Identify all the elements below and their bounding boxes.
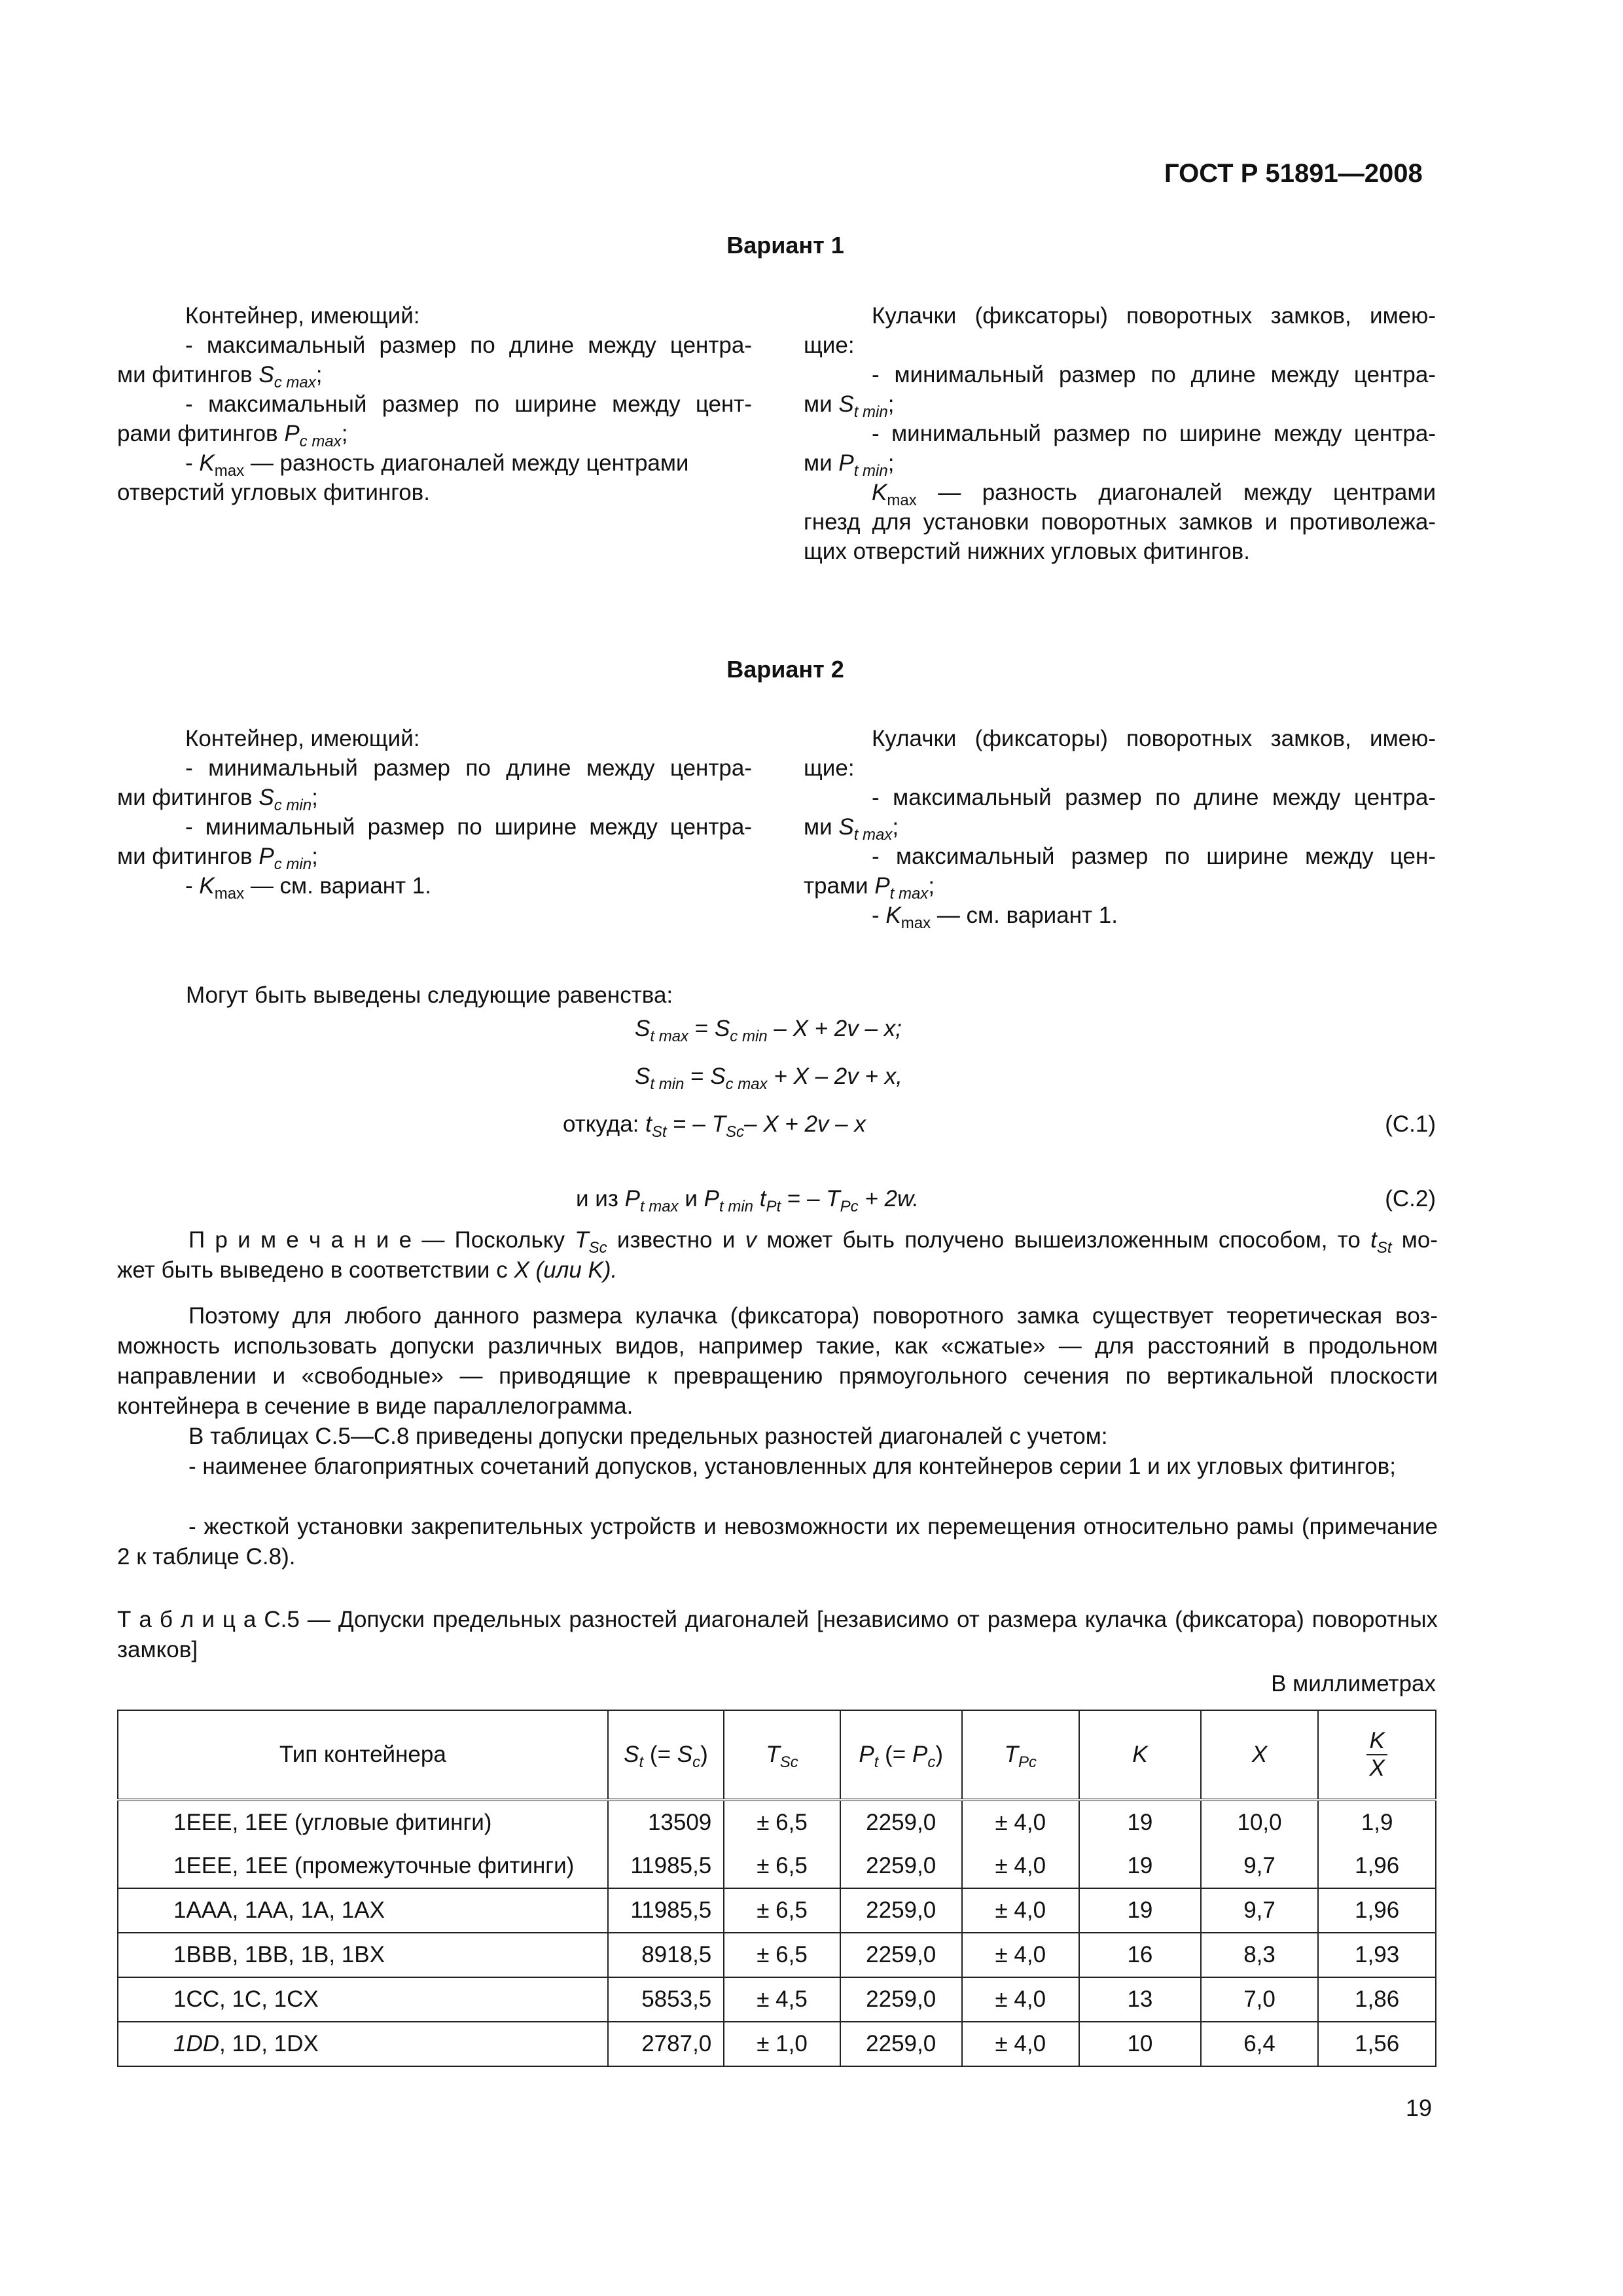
cell-tpc: ± 4,0 (962, 1800, 1080, 1844)
variant-1-left-column (117, 301, 752, 507)
equations-intro: Могут быть выведены следующие равенства: (186, 982, 673, 1008)
list-item: $K_{max}$ — разность диагоналей между центрами (872, 480, 1436, 509)
variant-2-title: Вариант 2 (726, 656, 844, 683)
cell-kx: 1,86 (1318, 1977, 1436, 2022)
cell-st: 11985,5 (608, 1844, 724, 1888)
cell-k: 19 (1079, 1844, 1201, 1888)
cell-k: 16 (1079, 1933, 1201, 1977)
cell-type: 1ЕЕЕ, 1ЕЕ (угловые фитинги) (118, 1800, 608, 1844)
cell-tsc: ± 1,0 (724, 2022, 840, 2066)
cell-pt: 2259,0 (840, 1800, 962, 1844)
cell-st: 8918,5 (608, 1933, 724, 1977)
list-item-continued: трами $P_{t max}$; (804, 873, 935, 903)
list-item-continued: рами фитингов $P_{c max}$; (117, 421, 348, 450)
list-item: - максимальный размер по длине между центра- (872, 785, 1436, 810)
column-header-tpc: $T_{Pc}$ (962, 1710, 1080, 1800)
list-item: - максимальный размер по длине между центра- (185, 332, 752, 358)
column-header-st: $S_t$ (= $S_c$) (608, 1710, 724, 1800)
cell-pt: 2259,0 (840, 2022, 962, 2066)
cell-tpc: ± 4,0 (962, 1933, 1080, 1977)
cell-x: 10,0 (1201, 1800, 1319, 1844)
cams-intro-continued: щие: (804, 332, 855, 358)
cell-tpc: ± 4,0 (962, 1888, 1080, 1933)
note-label: П р и м е ч а н и е (188, 1227, 412, 1253)
variant-2-right-column (804, 724, 1436, 930)
table-caption: Т а б л и ц а С.5 — Допуски предельных разностей диагоналей [независимо от размера кулачка (фиксатора) поворотных замков] (117, 1607, 1438, 1662)
list-item-continued: щих отверстий нижних угловых фитингов. (804, 539, 1250, 564)
cell-kx: 1,56 (1318, 2022, 1436, 2066)
cell-tsc: ± 6,5 (724, 1933, 840, 1977)
list-item: - минимальный размер по ширине между центра- (872, 421, 1436, 446)
cell-tpc: ± 4,0 (962, 2022, 1080, 2066)
list-item: - $K_{max}$ — см. вариант 1. (872, 903, 1118, 932)
column-header-k: K (1079, 1710, 1201, 1800)
cell-st: 5853,5 (608, 1977, 724, 2022)
cell-type: 1ЕЕЕ, 1ЕЕ (промежуточные фитинги) (118, 1844, 608, 1888)
table-row (118, 1888, 1436, 1933)
cell-tsc: ± 6,5 (724, 1844, 840, 1888)
table-row (118, 1844, 1436, 1888)
cell-pt: 2259,0 (840, 1888, 962, 1933)
list-item-continued: ми $P_{t min}$; (804, 450, 895, 480)
cell-kx: 1,9 (1318, 1800, 1436, 1844)
note: П р и м е ч а н и е — Поскольку $T_{Sc}$ известно и v может быть получено вышеизложенным способом, то $t_{St}$ мо- жет быть выведено в соответствии с X (или K). (117, 1227, 1438, 1283)
cell-kx: 1,93 (1318, 1933, 1436, 1977)
cell-tpc: ± 4,0 (962, 1844, 1080, 1888)
table-row (118, 1933, 1436, 1977)
cell-x: 6,4 (1201, 2022, 1319, 2066)
column-header-tsc: $T_{Sc}$ (724, 1710, 840, 1800)
list-item-continued: гнезд для установки поворотных замков и противолежа- (804, 509, 1436, 535)
cell-type: 1DD, 1D, 1DX (118, 2022, 608, 2066)
list-item-continued: отверстий угловых фитингов. (117, 480, 431, 505)
body-list-item: - жесткой установки закрепительных устройств и невозможности их перемещения относительно рамы (примечание 2 к таблице С.8). (117, 1514, 1438, 1570)
cell-kx: 1,96 (1318, 1844, 1436, 1888)
variant-1-title: Вариант 1 (726, 232, 844, 259)
page-number: 19 (1406, 2094, 1433, 2121)
cell-x: 8,3 (1201, 1933, 1319, 1977)
list-item: - минимальный размер по длине между центра- (872, 362, 1436, 387)
list-item-continued: ми $S_{t min}$; (804, 391, 895, 421)
list-item: - максимальный размер по ширине между цент- (185, 391, 752, 417)
cell-tsc: ± 6,5 (724, 1800, 840, 1844)
table-header-row (118, 1710, 1436, 1800)
cams-intro: Кулачки (фиксаторы) поворотных замков, имею- (872, 726, 1436, 751)
column-header-k-over-x: $\frac{K}{X}$ (1318, 1710, 1436, 1800)
table-row (118, 1977, 1436, 2022)
cell-x: 9,7 (1201, 1888, 1319, 1933)
document-code: ГОСТ Р 51891—2008 (1164, 159, 1423, 188)
cell-st: 13509 (608, 1800, 724, 1844)
list-item: - минимальный размер по длине между центра- (185, 755, 752, 781)
table-row (118, 2022, 1436, 2066)
equation-4: и из $P_{t max}$ и $P_{t min}$ $t_{Pt}$ = – $T_{Pc} + 2w$. (576, 1186, 919, 1215)
list-item: - минимальный размер по ширине между центра- (185, 814, 752, 840)
list-item-continued: ми фитингов $S_{c max}$; (117, 362, 323, 391)
column-header-x: X (1201, 1710, 1319, 1800)
column-header-pt: $P_t$ (= $P_c$) (840, 1710, 962, 1800)
equation-3: откуда: $t_{St}$ = – $T_{Sc}-$ X + 2v – x (563, 1111, 866, 1141)
list-item-continued: ми фитингов $S_{c min}$; (117, 785, 318, 814)
cell-x: 9,7 (1201, 1844, 1319, 1888)
table-row (118, 1800, 1436, 1844)
column-header-type: Тип контейнера (118, 1710, 608, 1800)
cell-pt: 2259,0 (840, 1977, 962, 2022)
cell-pt: 2259,0 (840, 1933, 962, 1977)
cell-x: 7,0 (1201, 1977, 1319, 2022)
equation-number-c1: (С.1) (1385, 1111, 1436, 1137)
cell-st: 2787,0 (608, 2022, 724, 2066)
table-units: В миллиметрах (1271, 1671, 1436, 1696)
cell-kx: 1,96 (1318, 1888, 1436, 1933)
cams-intro-continued: щие: (804, 755, 855, 781)
cell-st: 11985,5 (608, 1888, 724, 1933)
variant-1-right-column (804, 301, 1436, 566)
cell-type: 1AAA, 1AA, 1A, 1AX (118, 1888, 608, 1933)
cell-k: 19 (1079, 1888, 1201, 1933)
body-paragraph: В таблицах С.5—С.8 приведены допуски предельных разностей диагоналей с учетом: (188, 1424, 1108, 1449)
cell-tpc: ± 4,0 (962, 1977, 1080, 2022)
equation-number-c2: (С.2) (1385, 1186, 1436, 1211)
list-item: - $K_{max}$ — разность диагоналей между центрами (185, 450, 689, 480)
body-paragraph: Поэтому для любого данного размера кулачка (фиксатора) поворотного замка существует теоретическая возможность использовать допуски различных видов, например такие, как «сжатые» — для расстояний в продольном направлении и «свободные» — приводящие к превращению прямоугольного сечения по вертикальной плоскости контейнера в сечение в виде параллелограмма. (117, 1303, 1438, 1419)
list-item: - $K_{max}$ — см. вариант 1. (185, 873, 431, 903)
body-list-item: - наименее благоприятных сочетаний допусков, установленных для контейнеров серии 1 и их угловых фитингов; (188, 1454, 1396, 1479)
cell-k: 10 (1079, 2022, 1201, 2066)
table-caption-label: Т а б л и ц а С.5 (117, 1607, 300, 1632)
list-item: - максимальный размер по ширине между цен- (872, 844, 1436, 869)
equation-1: $S_{t max} = S_{c min} - X + 2v - x$; (635, 1016, 902, 1045)
cell-k: 19 (1079, 1800, 1201, 1844)
container-intro: Контейнер, имеющий: (185, 303, 420, 329)
tolerance-table (117, 1710, 1436, 2067)
container-intro: Контейнер, имеющий: (185, 726, 420, 751)
cell-tsc: ± 6,5 (724, 1888, 840, 1933)
cell-type: 1CC, 1C, 1CX (118, 1977, 608, 2022)
cams-intro: Кулачки (фиксаторы) поворотных замков, имею- (872, 303, 1436, 329)
equation-2: $S_{t min} = S_{c max} + X - 2v + x$, (635, 1064, 902, 1093)
list-item-continued: ми фитингов $P_{c min}$; (117, 844, 318, 873)
variant-2-left-column (117, 724, 752, 901)
list-item-continued: ми $S_{t max}$; (804, 814, 899, 844)
cell-k: 13 (1079, 1977, 1201, 2022)
cell-pt: 2259,0 (840, 1844, 962, 1888)
cell-type: 1BBB, 1BB, 1B, 1BX (118, 1933, 608, 1977)
cell-tsc: ± 4,5 (724, 1977, 840, 2022)
